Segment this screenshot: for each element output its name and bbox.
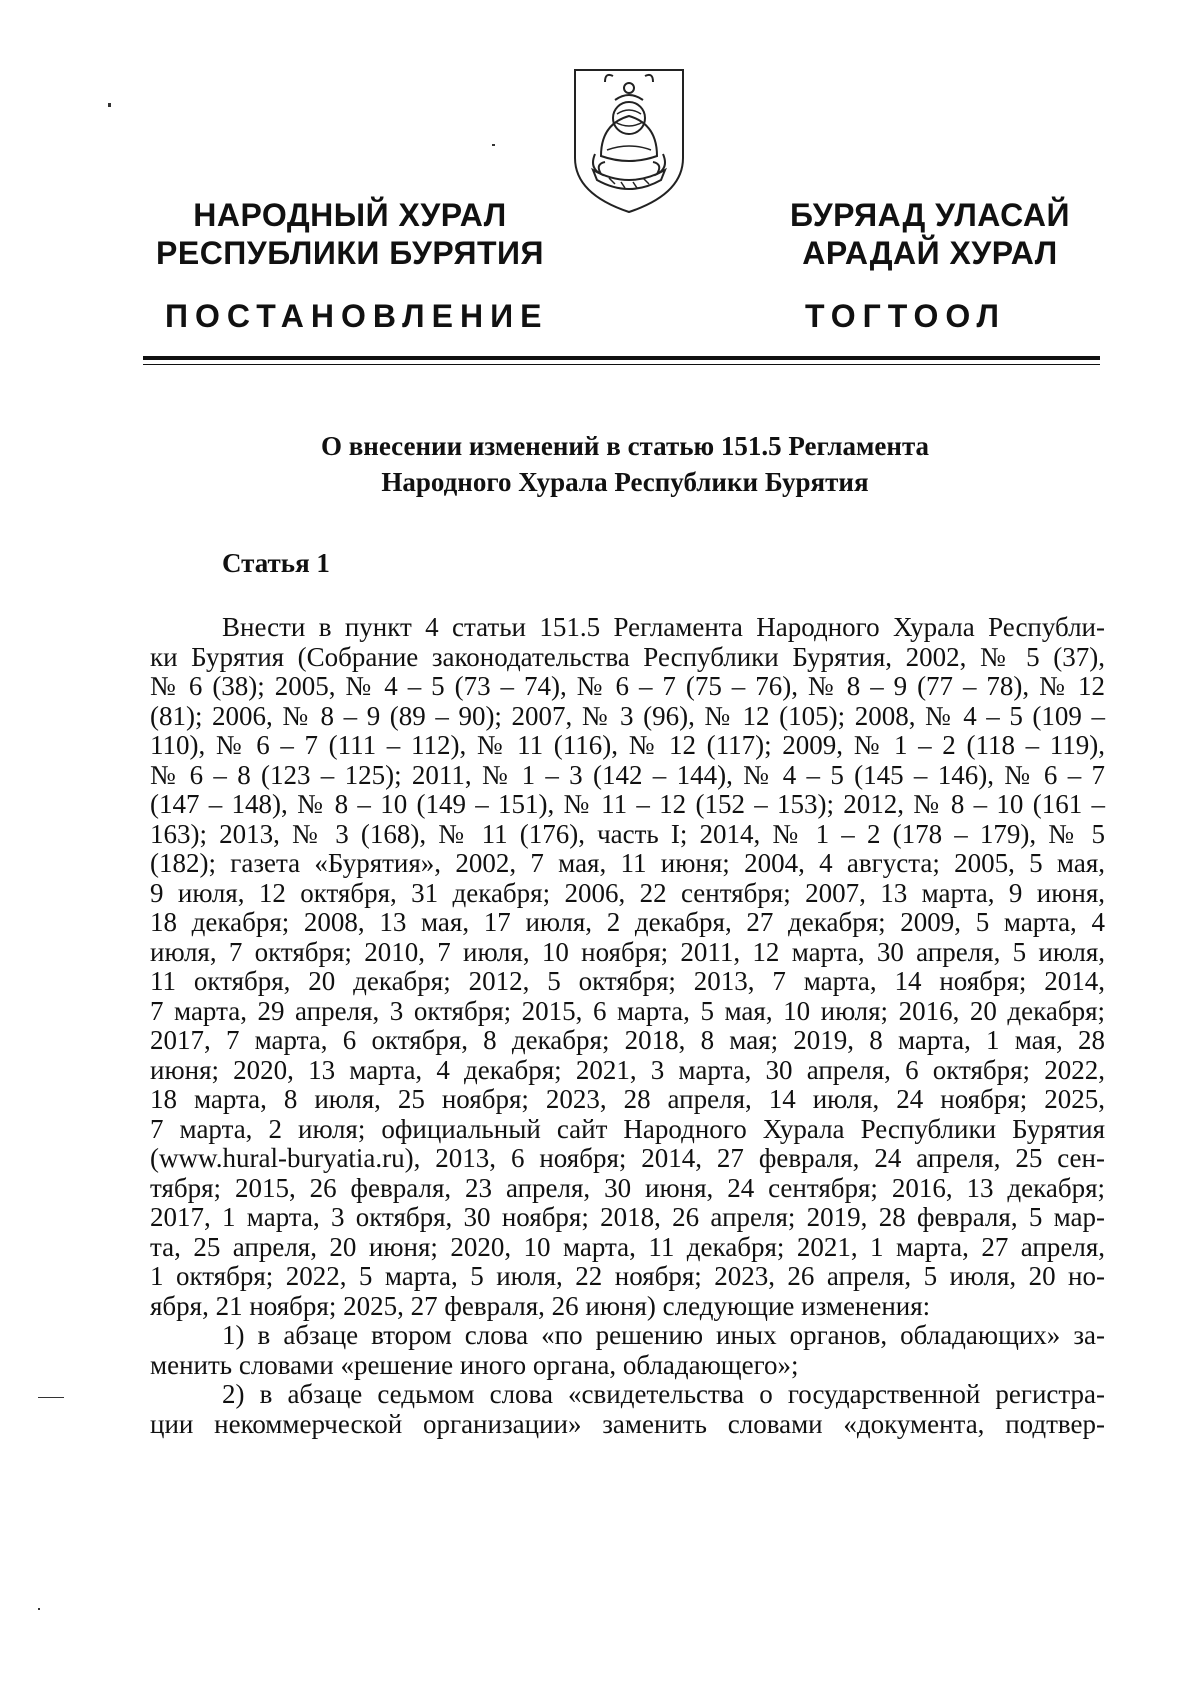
document-title-line2: Народного Хурала Республики Бурятия (381, 467, 869, 497)
coat-of-arms-icon (571, 66, 687, 216)
body-line: (147 – 148), № 8 – 10 (149 – 151), № 11 – 12 (152 – 153); 2012, № 8 – 10 (161 – (150, 789, 1105, 819)
body-line: 7 марта, 2 июля; официальный сайт Народного Хурала Республики Бурятия (150, 1113, 1105, 1144)
body-line: июня; 2020, 13 марта, 4 декабря; 2021, 3 марта, 30 апреля, 6 октября; 2022, (150, 1054, 1105, 1085)
header-org-ru (150, 196, 550, 272)
doc-type-bua: ТОГТООЛ (805, 298, 1006, 334)
header-org-ru-line2: РЕСПУБЛИКИ БУРЯТИЯ (156, 235, 544, 271)
doc-type-ru: ПОСТАНОВЛЕНИЕ (165, 298, 549, 334)
body-line: Внести в пункт 4 статьи 151.5 Регламента Народного Хурала Республи- (222, 612, 1105, 642)
body-line: тября; 2015, 26 февраля, 23 апреля, 30 июня, 24 сентября; 2016, 13 декабря; (150, 1172, 1105, 1203)
body-line: № 6 (38); 2005, № 4 – 5 (73 – 74), № 6 – 7 (75 – 76), № 8 – 9 (77 – 78), № 12 (150, 671, 1105, 701)
scan-speck (108, 103, 111, 107)
scan-speck (38, 1397, 64, 1398)
article-heading: Статья 1 (222, 548, 330, 578)
body-line: 11 октября, 20 декабря; 2012, 5 октября; 2013, 7 марта, 14 ноября; 2014, (150, 966, 1105, 996)
body-line: 1 октября; 2022, 5 марта, 5 июля, 22 ноября; 2023, 26 апреля, 5 июля, 20 но- (150, 1261, 1105, 1291)
body-line: № 6 – 8 (123 – 125); 2011, № 1 – 3 (142 – 144), № 4 – 5 (145 – 146), № 6 – 7 (150, 759, 1105, 790)
body-line: 18 декабря; 2008, 13 мая, 17 июля, 2 декабря, 27 декабря; 2009, 5 марта, 4 (150, 907, 1105, 937)
header-org-bua-line2: АРАДАЙ ХУРАЛ (802, 235, 1058, 271)
body-line: 110), № 6 – 7 (111 – 112), № 11 (116), № 12 (117); 2009, № 1 – 2 (118 – 119), (150, 730, 1105, 760)
header-org-bua-line1: БУРЯАД УЛАСАЙ (789, 197, 1070, 233)
body-line: июля, 7 октября; 2010, 7 июля, 10 ноября; 2011, 12 марта, 30 апреля, 5 июля, (150, 936, 1105, 967)
body-line: 163); 2013, № 3 (168), № 11 (176), часть I; 2014, № 1 – 2 (178 – 179), № 5 (150, 818, 1105, 849)
body-line: ции некоммерческой организации» заменить словами «документа, подтвер- (150, 1408, 1105, 1439)
header-org-ru-line1: НАРОДНЫЙ ХУРАЛ (193, 197, 507, 233)
article-body (150, 613, 1105, 1439)
body-line: та, 25 апреля, 20 июня; 2020, 10 марта, 11 декабря; 2021, 1 марта, 27 апреля, (150, 1231, 1105, 1262)
body-line: 18 марта, 8 июля, 25 ноября; 2023, 28 апреля, 14 июля, 24 ноября; 2025, (150, 1084, 1105, 1114)
body-line: (182); газета «Бурятия», 2002, 7 мая, 11 июня; 2004, 4 августа; 2005, 5 мая, (150, 848, 1105, 878)
scan-speck (38, 1608, 40, 1610)
scan-speck (492, 144, 495, 146)
body-line: 2) в абзаце седьмом слова «свидетельства о государственной регистра- (222, 1379, 1105, 1409)
body-line: (81); 2006, № 8 – 9 (89 – 90); 2007, № 3 (96), № 12 (105); 2008, № 4 – 5 (109 – (150, 700, 1105, 731)
header-rule-thin (143, 364, 1100, 365)
body-line: 1) в абзаце втором слова «по решению иных органов, обладающих» за- (222, 1320, 1105, 1350)
body-line: ки Бурятия (Собрание законодательства Республики Бурятия, 2002, № 5 (37), (150, 641, 1105, 672)
body-line: менить словами «решение иного органа, обладающего»; (150, 1349, 799, 1380)
body-line: 2017, 7 марта, 6 октября, 8 декабря; 2018, 8 мая; 2019, 8 марта, 1 мая, 28 (150, 1025, 1105, 1055)
body-line: 9 июля, 12 октября, 31 декабря; 2006, 22 сентября; 2007, 13 марта, 9 июня, (150, 877, 1105, 908)
body-line: (www.hural-buryatia.ru), 2013, 6 ноября; 2014, 27 февраля, 24 апреля, 25 сен- (150, 1143, 1105, 1173)
body-line: 2017, 1 марта, 3 октября, 30 ноября; 2018, 26 апреля; 2019, 28 февраля, 5 мар- (150, 1202, 1105, 1232)
header-rule-thick (143, 356, 1100, 360)
header-org-bua (740, 196, 1120, 272)
body-line: 7 марта, 29 апреля, 3 октября; 2015, 6 марта, 5 мая, 10 июля; 2016, 20 декабря; (150, 995, 1105, 1026)
document-title (150, 428, 1100, 500)
body-line: ября, 21 ноября; 2025, 27 февраля, 26 июня) следующие изменения: (150, 1290, 931, 1321)
document-title-line1: О внесении изменений в статью 151.5 Регламента (320, 431, 930, 461)
